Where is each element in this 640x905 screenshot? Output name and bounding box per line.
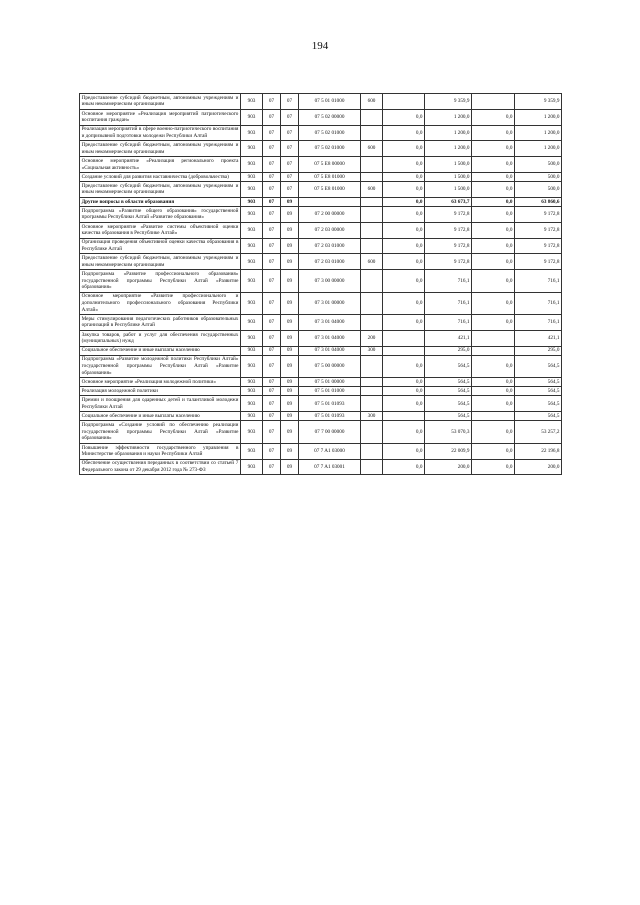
- row-amount-2: 1 200,0: [425, 141, 472, 157]
- row-amount-4: 564,5: [515, 396, 562, 412]
- row-name: Реализация мероприятий в сфере военно-патриотического воспитания и допризывной подготовки молодежи Республики Алтай: [80, 125, 241, 141]
- row-amount-1: 0,0: [383, 314, 425, 330]
- row-amount-2: 22 009,9: [425, 443, 472, 459]
- row-amount-1: 0,0: [383, 197, 425, 206]
- table-row: [80, 157, 562, 173]
- row-amount-1: 0,0: [383, 396, 425, 412]
- row-amount-3: 0,0: [472, 141, 515, 157]
- row-subsection: 09: [281, 207, 299, 223]
- row-subsection: 09: [281, 292, 299, 314]
- table-row: [80, 292, 562, 314]
- row-subsection: 09: [281, 238, 299, 254]
- row-amount-3: 0,0: [472, 421, 515, 443]
- page-number: 194: [311, 40, 329, 52]
- row-subsection: 09: [281, 355, 299, 377]
- table-row: [80, 197, 562, 206]
- row-amount-4: 53 257,2: [515, 421, 562, 443]
- row-target-article: 07 3 01 00000: [299, 292, 361, 314]
- table-row: [80, 396, 562, 412]
- row-expense-type: [361, 355, 383, 377]
- row-expense-type: [361, 207, 383, 223]
- row-grbs: 903: [241, 254, 263, 270]
- row-target-article: 07 7 A1 03000: [299, 443, 361, 459]
- row-amount-3: [472, 330, 515, 346]
- row-subsection: 07: [281, 157, 299, 173]
- row-amount-1: 0,0: [383, 292, 425, 314]
- row-subsection: 07: [281, 125, 299, 141]
- row-target-article: 07 5 01 00000: [299, 378, 361, 387]
- row-amount-4: 1 200,0: [515, 109, 562, 125]
- row-amount-4: 9 172,8: [515, 207, 562, 223]
- row-target-article: 07 3 01 04000: [299, 314, 361, 330]
- row-section: 07: [263, 387, 281, 396]
- row-grbs: 903: [241, 222, 263, 238]
- row-subsection: 09: [281, 222, 299, 238]
- table-row: [80, 141, 562, 157]
- row-expense-type: [361, 292, 383, 314]
- row-amount-4: 564,5: [515, 387, 562, 396]
- row-expense-type: [361, 378, 383, 387]
- table-row: [80, 172, 562, 181]
- row-amount-3: 0,0: [472, 207, 515, 223]
- row-section: 07: [263, 330, 281, 346]
- row-section: 07: [263, 94, 281, 110]
- row-section: 07: [263, 459, 281, 475]
- row-grbs: 903: [241, 172, 263, 181]
- row-grbs: 903: [241, 270, 263, 292]
- row-amount-2: 716,1: [425, 314, 472, 330]
- row-name: Повышение эффективности государственного управления в Министерстве образования и науки Республики Алтай: [80, 443, 241, 459]
- row-subsection: 09: [281, 330, 299, 346]
- row-name: Социальное обеспечение и иные выплаты населению: [80, 346, 241, 355]
- row-target-article: 07 3 01 04000: [299, 346, 361, 355]
- row-amount-1: 0,0: [383, 109, 425, 125]
- row-expense-type: 300: [361, 346, 383, 355]
- row-name: Премии и поощрения для одаренных детей и талантливой молодежи Республики Алтай: [80, 396, 241, 412]
- row-amount-4: 1 200,0: [515, 125, 562, 141]
- row-amount-2: 564,5: [425, 387, 472, 396]
- row-name: Основное мероприятие «Развитие профессионального и дополнительного профессионального образования Республики Алтай»: [80, 292, 241, 314]
- row-amount-2: 63 673,7: [425, 197, 472, 206]
- row-amount-2: 564,5: [425, 378, 472, 387]
- row-amount-2: 1 500,0: [425, 182, 472, 198]
- row-amount-4: 22 196,8: [515, 443, 562, 459]
- row-name: Закупка товаров, работ и услуг для обеспечения государственных (муниципальных) нужд: [80, 330, 241, 346]
- row-subsection: 09: [281, 254, 299, 270]
- row-grbs: 903: [241, 443, 263, 459]
- row-amount-4: 200,0: [515, 459, 562, 475]
- row-grbs: 903: [241, 330, 263, 346]
- row-amount-3: [472, 412, 515, 421]
- row-amount-2: 9 172,8: [425, 207, 472, 223]
- table-row: [80, 330, 562, 346]
- row-grbs: 903: [241, 314, 263, 330]
- row-amount-1: 0,0: [383, 125, 425, 141]
- row-target-article: 07 3 01 04000: [299, 330, 361, 346]
- row-amount-2: 200,0: [425, 459, 472, 475]
- row-target-article: 07 5 00 00000: [299, 355, 361, 377]
- row-amount-4: 500,0: [515, 172, 562, 181]
- row-amount-3: 0,0: [472, 378, 515, 387]
- row-name: Обеспечение осуществления переданных в соответствии со статьей 7 Федерального закона от 29 декабря 2012 года № 273-ФЗ: [80, 459, 241, 475]
- row-amount-1: [383, 330, 425, 346]
- row-section: 07: [263, 355, 281, 377]
- row-grbs: 903: [241, 141, 263, 157]
- table-row: [80, 378, 562, 387]
- table-row: [80, 270, 562, 292]
- row-section: 07: [263, 292, 281, 314]
- row-amount-2: 1 200,0: [425, 109, 472, 125]
- row-name: Основное мероприятие «Развитие системы объективной оценки качества образования в Республике Алтай»: [80, 222, 241, 238]
- row-subsection: 09: [281, 197, 299, 206]
- row-amount-4: 500,0: [515, 157, 562, 173]
- row-name: Предоставление субсидий бюджетным, автономным учреждениям и иным некоммерческим организациям: [80, 141, 241, 157]
- row-amount-2: 716,1: [425, 270, 472, 292]
- row-amount-4: 63 860,6: [515, 197, 562, 206]
- table-row: [80, 222, 562, 238]
- row-expense-type: [361, 270, 383, 292]
- row-amount-3: 0,0: [472, 292, 515, 314]
- row-section: 07: [263, 238, 281, 254]
- row-amount-3: 0,0: [472, 125, 515, 141]
- row-grbs: 903: [241, 94, 263, 110]
- row-name: Основное мероприятие «Реализация молодежной политики»: [80, 378, 241, 387]
- row-amount-4: 716,1: [515, 270, 562, 292]
- row-target-article: 07 7 A1 03001: [299, 459, 361, 475]
- row-amount-4: 716,1: [515, 314, 562, 330]
- row-grbs: 903: [241, 125, 263, 141]
- row-amount-3: 0,0: [472, 396, 515, 412]
- row-amount-2: 1 200,0: [425, 125, 472, 141]
- row-amount-3: 0,0: [472, 459, 515, 475]
- row-amount-3: [472, 346, 515, 355]
- row-section: 07: [263, 421, 281, 443]
- row-grbs: 903: [241, 421, 263, 443]
- row-amount-3: 0,0: [472, 157, 515, 173]
- row-section: 07: [263, 109, 281, 125]
- row-expense-type: 600: [361, 141, 383, 157]
- row-section: 07: [263, 222, 281, 238]
- row-section: 07: [263, 254, 281, 270]
- row-target-article: 07 2 03 01000: [299, 254, 361, 270]
- table-row: [80, 207, 562, 223]
- row-section: 07: [263, 182, 281, 198]
- row-expense-type: [361, 387, 383, 396]
- row-section: 07: [263, 396, 281, 412]
- row-amount-4: 564,5: [515, 412, 562, 421]
- row-name: Основное мероприятие «Реализация регионального проекта «Социальная активность»: [80, 157, 241, 173]
- row-target-article: 07 5 02 00000: [299, 109, 361, 125]
- row-amount-3: 0,0: [472, 182, 515, 198]
- row-amount-1: 0,0: [383, 207, 425, 223]
- row-section: 07: [263, 157, 281, 173]
- row-amount-2: 716,1: [425, 292, 472, 314]
- row-name: Другие вопросы в области образования: [80, 197, 241, 206]
- row-name: Социальное обеспечение и иные выплаты населению: [80, 412, 241, 421]
- row-subsection: 09: [281, 421, 299, 443]
- row-name: Предоставление субсидий бюджетным, автономным учреждениям и иным некоммерческим организациям: [80, 254, 241, 270]
- table-row: [80, 109, 562, 125]
- row-section: 07: [263, 207, 281, 223]
- row-name: Предоставление субсидий бюджетным, автономным учреждениям и иным некоммерческим организациям: [80, 182, 241, 198]
- row-amount-2: 564,5: [425, 412, 472, 421]
- row-grbs: 903: [241, 355, 263, 377]
- row-expense-type: [361, 197, 383, 206]
- row-amount-2: 564,5: [425, 396, 472, 412]
- row-subsection: 07: [281, 182, 299, 198]
- row-target-article: 07 5 02 01000: [299, 125, 361, 141]
- table-row: [80, 421, 562, 443]
- row-target-article: 07 2 03 01000: [299, 238, 361, 254]
- row-amount-1: 0,0: [383, 355, 425, 377]
- row-amount-4: 9 172,8: [515, 238, 562, 254]
- row-amount-3: [472, 94, 515, 110]
- row-section: 07: [263, 270, 281, 292]
- row-expense-type: [361, 222, 383, 238]
- row-subsection: 09: [281, 270, 299, 292]
- row-subsection: 09: [281, 378, 299, 387]
- row-amount-2: 1 500,0: [425, 172, 472, 181]
- row-amount-1: 0,0: [383, 387, 425, 396]
- row-amount-1: 0,0: [383, 157, 425, 173]
- row-grbs: 903: [241, 292, 263, 314]
- row-section: 07: [263, 172, 281, 181]
- row-expense-type: [361, 172, 383, 181]
- row-name: Организация проведения объективной оценки качества образования в Республике Алтай: [80, 238, 241, 254]
- row-target-article: 07 2 03 00000: [299, 222, 361, 238]
- row-amount-3: 0,0: [472, 443, 515, 459]
- row-expense-type: [361, 443, 383, 459]
- row-name: Подпрограмма «Развитие молодежной политики Республики Алтай» государственной программы Республики Алтай «Развитие образования»: [80, 355, 241, 377]
- row-expense-type: 600: [361, 94, 383, 110]
- row-expense-type: [361, 396, 383, 412]
- row-amount-1: 0,0: [383, 459, 425, 475]
- row-expense-type: [361, 421, 383, 443]
- table-row: [80, 314, 562, 330]
- row-amount-3: 0,0: [472, 254, 515, 270]
- row-amount-4: 716,1: [515, 292, 562, 314]
- row-subsection: 09: [281, 387, 299, 396]
- row-grbs: 903: [241, 197, 263, 206]
- row-amount-4: 421,1: [515, 330, 562, 346]
- row-amount-1: 0,0: [383, 222, 425, 238]
- row-amount-3: 0,0: [472, 197, 515, 206]
- row-amount-4: 564,5: [515, 378, 562, 387]
- row-expense-type: [361, 238, 383, 254]
- row-amount-3: 0,0: [472, 238, 515, 254]
- row-expense-type: [361, 459, 383, 475]
- row-section: 07: [263, 197, 281, 206]
- row-amount-2: 564,5: [425, 355, 472, 377]
- row-amount-1: 0,0: [383, 378, 425, 387]
- row-section: 07: [263, 141, 281, 157]
- row-name: Основное мероприятие «Реализация мероприятий патриотического воспитания граждан»: [80, 109, 241, 125]
- row-amount-3: 0,0: [472, 109, 515, 125]
- table-row: [80, 443, 562, 459]
- row-expense-type: [361, 125, 383, 141]
- row-subsection: 09: [281, 443, 299, 459]
- row-amount-2: 9 172,8: [425, 222, 472, 238]
- row-amount-2: 1 500,0: [425, 157, 472, 173]
- row-amount-1: 0,0: [383, 443, 425, 459]
- table-row: [80, 459, 562, 475]
- row-grbs: 903: [241, 346, 263, 355]
- row-amount-4: 1 200,0: [515, 141, 562, 157]
- row-amount-1: 0,0: [383, 238, 425, 254]
- row-name: Предоставление субсидий бюджетным, автономным учреждениям и иным некоммерческим организациям: [80, 94, 241, 110]
- table-row: [80, 182, 562, 198]
- row-amount-4: 9 172,8: [515, 254, 562, 270]
- row-subsection: 09: [281, 314, 299, 330]
- row-section: 07: [263, 125, 281, 141]
- row-name: Реализация молодежной политики: [80, 387, 241, 396]
- row-name: Меры стимулирования педагогических работников образовательных организаций в Республике Алтай: [80, 314, 241, 330]
- row-expense-type: [361, 157, 383, 173]
- row-amount-1: 0,0: [383, 254, 425, 270]
- row-expense-type: 200: [361, 330, 383, 346]
- row-target-article: 07 5 01 01093: [299, 412, 361, 421]
- row-section: 07: [263, 378, 281, 387]
- row-name: Создание условий для развития наставничества (добровольчества): [80, 172, 241, 181]
- row-amount-4: 9 172,8: [515, 222, 562, 238]
- row-name: Подпрограмма «Создание условий по обеспечению реализации государственной программы Республики Алтай «Развитие образования»: [80, 421, 241, 443]
- table-row: [80, 346, 562, 355]
- table-row: [80, 412, 562, 421]
- table-row: [80, 94, 562, 110]
- row-amount-1: 0,0: [383, 141, 425, 157]
- table-row: [80, 125, 562, 141]
- row-target-article: 07 3 00 00000: [299, 270, 361, 292]
- row-subsection: 09: [281, 459, 299, 475]
- row-target-article: 07 5 E8 01000: [299, 182, 361, 198]
- row-section: 07: [263, 412, 281, 421]
- row-subsection: 07: [281, 94, 299, 110]
- row-amount-2: 9 172,8: [425, 254, 472, 270]
- row-subsection: 09: [281, 396, 299, 412]
- row-amount-2: 9 172,8: [425, 238, 472, 254]
- row-grbs: 903: [241, 459, 263, 475]
- row-subsection: 09: [281, 412, 299, 421]
- row-amount-2: 421,1: [425, 330, 472, 346]
- row-amount-1: 0,0: [383, 182, 425, 198]
- row-target-article: 07 5 E8 00000: [299, 157, 361, 173]
- row-amount-4: 295,0: [515, 346, 562, 355]
- row-amount-1: [383, 346, 425, 355]
- budget-table-body: [80, 94, 562, 475]
- row-section: 07: [263, 346, 281, 355]
- row-amount-2: 295,0: [425, 346, 472, 355]
- row-subsection: 07: [281, 172, 299, 181]
- row-section: 07: [263, 443, 281, 459]
- row-amount-3: 0,0: [472, 222, 515, 238]
- row-amount-2: 9 359,9: [425, 94, 472, 110]
- row-amount-3: 0,0: [472, 355, 515, 377]
- row-grbs: 903: [241, 396, 263, 412]
- row-name: Подпрограмма «Развитие профессионального образования» государственной программы Республики Алтай «Развитие образования»: [80, 270, 241, 292]
- row-target-article: 07 5 01 01000: [299, 387, 361, 396]
- row-target-article: 07 5 01 01000: [299, 94, 361, 110]
- row-amount-4: 564,5: [515, 355, 562, 377]
- row-subsection: 07: [281, 109, 299, 125]
- table-row: [80, 238, 562, 254]
- row-section: 07: [263, 314, 281, 330]
- row-amount-4: 500,0: [515, 182, 562, 198]
- row-subsection: 07: [281, 141, 299, 157]
- row-amount-4: 9 359,9: [515, 94, 562, 110]
- row-grbs: 903: [241, 109, 263, 125]
- row-grbs: 903: [241, 412, 263, 421]
- row-amount-1: [383, 412, 425, 421]
- row-amount-3: 0,0: [472, 172, 515, 181]
- row-amount-1: 0,0: [383, 270, 425, 292]
- row-amount-3: 0,0: [472, 314, 515, 330]
- row-target-article: 07 5 02 01000: [299, 141, 361, 157]
- row-expense-type: 600: [361, 182, 383, 198]
- row-name: Подпрограмма «Развитие общего образования» государственной программы Республики Алтай «Развитие образования»: [80, 207, 241, 223]
- row-grbs: 903: [241, 182, 263, 198]
- row-grbs: 903: [241, 387, 263, 396]
- row-target-article: [299, 197, 361, 206]
- row-expense-type: 300: [361, 412, 383, 421]
- row-grbs: 903: [241, 207, 263, 223]
- table-row: [80, 387, 562, 396]
- row-amount-3: 0,0: [472, 387, 515, 396]
- row-target-article: 07 7 00 00000: [299, 421, 361, 443]
- row-expense-type: [361, 109, 383, 125]
- row-target-article: 07 5 E8 01000: [299, 172, 361, 181]
- budget-table: [79, 93, 562, 475]
- row-amount-3: 0,0: [472, 270, 515, 292]
- row-target-article: 07 5 01 01093: [299, 396, 361, 412]
- row-amount-1: 0,0: [383, 172, 425, 181]
- row-expense-type: 600: [361, 254, 383, 270]
- row-target-article: 07 2 00 00000: [299, 207, 361, 223]
- row-amount-2: 53 070,3: [425, 421, 472, 443]
- row-grbs: 903: [241, 378, 263, 387]
- row-grbs: 903: [241, 238, 263, 254]
- row-amount-1: [383, 94, 425, 110]
- table-row: [80, 355, 562, 377]
- row-subsection: 09: [281, 346, 299, 355]
- row-amount-1: 0,0: [383, 421, 425, 443]
- row-grbs: 903: [241, 157, 263, 173]
- table-row: [80, 254, 562, 270]
- row-expense-type: [361, 314, 383, 330]
